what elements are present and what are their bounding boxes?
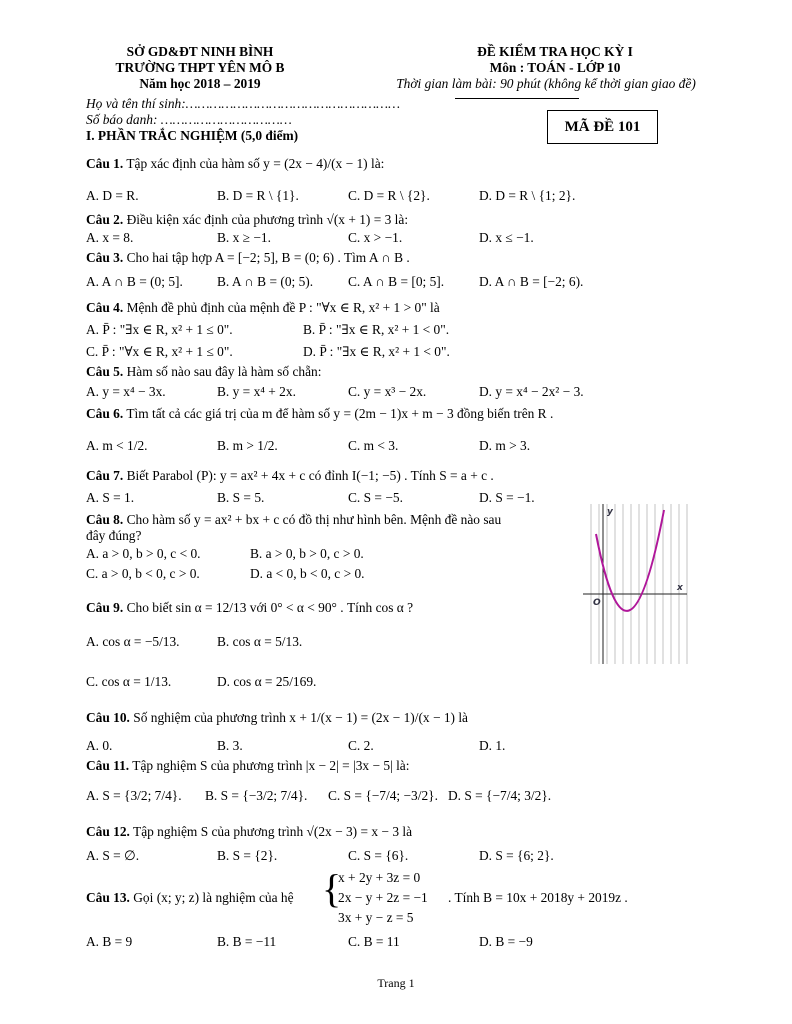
question-text: Biết Parabol (P): y = ax² + 4x + c có đỉnh I(−1; −5) . Tính S = a + c . bbox=[126, 468, 494, 483]
option: D. A ∩ B = [−2; 6). bbox=[479, 274, 584, 289]
option: D. D = R \ {1; 2}. bbox=[479, 188, 576, 203]
parabola-graph bbox=[583, 504, 691, 664]
option: B. D = R \ {1}. bbox=[217, 188, 299, 203]
option: B. x ≥ −1. bbox=[217, 230, 271, 245]
option: A. cos α = −5/13. bbox=[86, 634, 180, 649]
option: B. cos α = 5/13. bbox=[217, 634, 303, 649]
option: C. x > −1. bbox=[348, 230, 403, 245]
option: C. 2. bbox=[348, 738, 374, 753]
section-title: I. PHẦN TRẮC NGHIỆM (5,0 điểm) bbox=[86, 128, 299, 143]
question-8 bbox=[86, 512, 501, 528]
option: A. S = 1. bbox=[86, 490, 135, 505]
question-text: Mệnh đề phủ định của mệnh đề P : "∀x ∈ R, x² + 1 > 0" là bbox=[126, 300, 440, 315]
option: B. S = 5. bbox=[217, 490, 265, 505]
question-text: Cho hai tập hợp A = [−2; 5], B = (0; 6) . Tìm A ∩ B . bbox=[126, 250, 410, 265]
option: C. B = 11 bbox=[348, 934, 400, 949]
option: A. x = 8. bbox=[86, 230, 134, 245]
option: D. S = {−7/4; 3/2}. bbox=[448, 788, 552, 803]
option: A. B = 9 bbox=[86, 934, 133, 949]
option: C. cos α = 1/13. bbox=[86, 674, 172, 689]
question-text: Tập xác định của hàm số y = (2x − 4)/(x − 1) là: bbox=[126, 156, 385, 171]
option: C. A ∩ B = [0; 5]. bbox=[348, 274, 445, 289]
question-text: Hàm số nào sau đây là hàm số chẵn: bbox=[126, 364, 322, 379]
option: A. A ∩ B = (0; 5]. bbox=[86, 274, 183, 289]
option: D. m > 3. bbox=[479, 438, 531, 453]
option: A. 0. bbox=[86, 738, 113, 753]
question-4 bbox=[86, 300, 440, 316]
option: A. a > 0, b > 0, c < 0. bbox=[86, 546, 201, 561]
question-label: Câu 6. bbox=[86, 406, 124, 421]
option: B. A ∩ B = (0; 5). bbox=[217, 274, 314, 289]
system-brace: { bbox=[322, 866, 342, 911]
option: C. m < 3. bbox=[348, 438, 399, 453]
question-13-tail: . Tính B = 10x + 2018y + 2019z . bbox=[448, 890, 628, 905]
page-number: Trang 1 bbox=[377, 976, 415, 990]
student-id-line: Số báo danh: …………………………… bbox=[86, 112, 292, 127]
question-12 bbox=[86, 824, 412, 840]
question-11 bbox=[86, 758, 409, 774]
option: D. a < 0, b < 0, c > 0. bbox=[250, 566, 365, 581]
option: A. P̄ : "∃x ∈ R, x² + 1 ≤ 0". bbox=[86, 322, 233, 337]
option: B. a > 0, b > 0, c > 0. bbox=[250, 546, 364, 561]
origin-label: O bbox=[593, 598, 601, 608]
question-label: Câu 10. bbox=[86, 710, 130, 725]
option: B. 3. bbox=[217, 738, 243, 753]
option: D. B = −9 bbox=[479, 934, 533, 949]
exam-title: ĐỀ KIỂM TRA HỌC KỲ I bbox=[477, 44, 633, 59]
option: D. x ≤ −1. bbox=[479, 230, 534, 245]
option: D. S = {6; 2}. bbox=[479, 848, 554, 863]
school-year: Năm học 2018 – 2019 bbox=[139, 76, 261, 91]
question-text: Cho biết sin α = 12/13 với 0° < α < 90° . Tính cos α ? bbox=[126, 600, 414, 615]
option: C. a > 0, b < 0, c > 0. bbox=[86, 566, 200, 581]
system-eq-3: 3x + y − z = 5 bbox=[338, 910, 414, 925]
question-2 bbox=[86, 212, 408, 228]
question-6 bbox=[86, 406, 553, 422]
exam-code-box: MÃ ĐỀ 101 bbox=[547, 110, 658, 144]
question-label: Câu 2. bbox=[86, 212, 124, 227]
option: D. P̄ : "∃x ∈ R, x² + 1 < 0". bbox=[303, 344, 450, 359]
student-name-line: Họ và tên thí sinh:……………………………………………… bbox=[86, 96, 400, 111]
question-label: Câu 13. bbox=[86, 890, 130, 905]
option: D. 1. bbox=[479, 738, 506, 753]
parabola-curve bbox=[596, 510, 664, 611]
school-name: TRƯỜNG THPT YÊN MÔ B bbox=[115, 60, 285, 75]
question-10 bbox=[86, 710, 468, 726]
question-label: Câu 9. bbox=[86, 600, 124, 615]
option: B. S = {−3/2; 7/4}. bbox=[205, 788, 308, 803]
option: B. S = {2}. bbox=[217, 848, 278, 863]
exam-subject: Môn : TOÁN - LỚP 10 bbox=[489, 60, 621, 75]
question-text: Tìm tất cả các giá trị của m để hàm số y = (2m − 1)x + m − 3 đồng biến trên R . bbox=[126, 406, 554, 421]
question-label: Câu 4. bbox=[86, 300, 124, 315]
question-text: Tập nghiệm S của phương trình |x − 2| = |3x − 5| là: bbox=[132, 758, 410, 773]
question-label: Câu 5. bbox=[86, 364, 124, 379]
question-13 bbox=[86, 890, 294, 906]
question-text: Điều kiện xác định của phương trình √(x + 1) = 3 là: bbox=[126, 212, 409, 227]
option: A. S = ∅. bbox=[86, 848, 140, 863]
y-axis-label: y bbox=[607, 507, 613, 517]
system-eq-1: x + 2y + 3z = 0 bbox=[338, 870, 421, 885]
option: B. y = x⁴ + 2x. bbox=[217, 384, 296, 399]
question-1 bbox=[86, 156, 384, 172]
duration-underline bbox=[455, 98, 579, 99]
option: D. y = x⁴ − 2x² − 3. bbox=[479, 384, 584, 399]
x-axis-label: x bbox=[677, 583, 683, 593]
exam-duration: Thời gian làm bài: 90 phút (không kể thời gian giao đề) bbox=[396, 76, 696, 91]
system-eq-2: 2x − y + 2z = −1 bbox=[338, 890, 428, 905]
option: C. S = {−7/4; −3/2}. bbox=[328, 788, 438, 803]
option: C. P̄ : "∀x ∈ R, x² + 1 ≤ 0". bbox=[86, 344, 233, 359]
question-text: Gọi (x; y; z) là nghiệm của hệ bbox=[133, 890, 294, 905]
option: B. m > 1/2. bbox=[217, 438, 278, 453]
question-3 bbox=[86, 250, 410, 266]
option: A. S = {3/2; 7/4}. bbox=[86, 788, 182, 803]
option: B. P̄ : "∃x ∈ R, x² + 1 < 0". bbox=[303, 322, 450, 337]
option: C. S = −5. bbox=[348, 490, 403, 505]
option: C. D = R \ {2}. bbox=[348, 188, 430, 203]
school-dept: SỞ GD&ĐT NINH BÌNH bbox=[126, 44, 274, 59]
option: A. D = R. bbox=[86, 188, 139, 203]
option: B. B = −11 bbox=[217, 934, 277, 949]
option: C. S = {6}. bbox=[348, 848, 409, 863]
question-7 bbox=[86, 468, 494, 484]
question-label: Câu 7. bbox=[86, 468, 124, 483]
graph-grid bbox=[591, 504, 687, 664]
question-label: Câu 1. bbox=[86, 156, 124, 171]
question-label: Câu 3. bbox=[86, 250, 124, 265]
question-8-cont: đây đúng? bbox=[86, 528, 142, 543]
option: A. m < 1/2. bbox=[86, 438, 148, 453]
question-label: Câu 11. bbox=[86, 758, 130, 773]
question-label: Câu 8. bbox=[86, 512, 124, 527]
question-text: Số nghiệm của phương trình x + 1/(x − 1) = (2x − 1)/(x − 1) là bbox=[133, 710, 469, 725]
option: C. y = x³ − 2x. bbox=[348, 384, 427, 399]
question-label: Câu 12. bbox=[86, 824, 130, 839]
question-5 bbox=[86, 364, 321, 380]
option: A. y = x⁴ − 3x. bbox=[86, 384, 166, 399]
option: D. S = −1. bbox=[479, 490, 535, 505]
option: D. cos α = 25/169. bbox=[217, 674, 317, 689]
question-text: Cho hàm số y = ax² + bx + c có đồ thị như hình bên. Mệnh đề nào sau bbox=[126, 512, 502, 527]
question-9 bbox=[86, 600, 413, 616]
question-text: Tập nghiệm S của phương trình √(2x − 3) = x − 3 là bbox=[133, 824, 413, 839]
